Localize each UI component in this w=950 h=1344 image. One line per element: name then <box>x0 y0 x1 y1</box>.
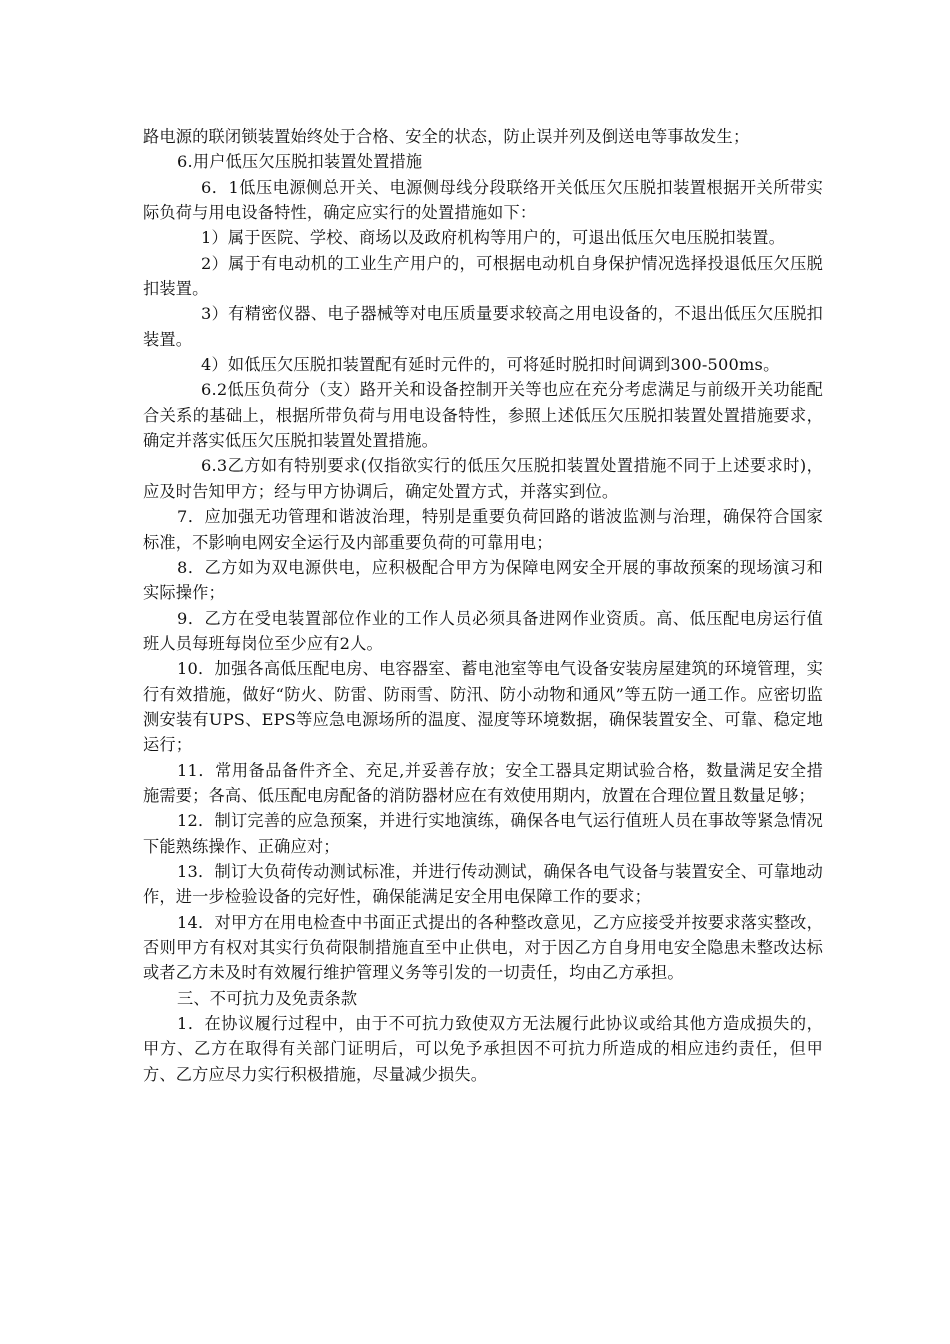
paragraph-2: 6.用户低压欠压脱扣装置处置措施 <box>177 152 423 172</box>
paragraph-19: 1．在协议履行过程中，由于不可抗力致使双方无法履行此协议或给其他方造成损失的，甲方、乙方在取得有关部门证明后，可以免予承担因不可抗力所造成的相应违约责任，但甲方、乙方应尽力实行积极措施，尽量减少损失。 <box>143 1014 823 1084</box>
paragraph-5: 2）属于有电动机的工业生产用户的，可根据电动机自身保护情况选择投退低压欠压脱扣装置。 <box>143 253 823 299</box>
paragraph-17: 14．对甲方在用电检查中书面正式提出的各种整改意见，乙方应接受并按要求落实整改，否则甲方有权对其实行负荷限制措施直至中止供电，对于因乙方自身用电安全隐患未整改达标或者乙方未及时有效履行维护管理义务等引发的一切责任，均由乙方承担。 <box>143 912 823 983</box>
paragraph-11: 8．乙方如为双电源供电，应积极配合甲方为保障电网安全开展的事故预案的现场演习和实际操作； <box>143 557 823 603</box>
paragraph-10: 7．应加强无功管理和谐波治理，特别是重要负荷回路的谐波监测与治理，确保符合国家标准，不影响电网安全运行及内部重要负荷的可靠用电； <box>143 507 823 552</box>
section-heading: 三、不可抗力及免责条款 <box>177 988 358 1008</box>
paragraph-13: 10．加强各高低压配电房、电容器室、蓄电池室等电气设备安装房屋建筑的环境管理，实行有效措施，做好“防火、防雷、防雨雪、防汛、防小动物和通风”等五防一通工作。应密切监测安装有UPS、EPS等应急电源场所的温度、湿度等环境数据，确保装置安全、可靠、稳定地运行； <box>143 659 823 755</box>
paragraph-8: 6.2低压负荷分（支）路开关和设备控制开关等也应在充分考虑满足与前级开关功能配合关系的基础上，根据所带负荷与用电设备特性，参照上述低压欠压脱扣装置处置措施要求，确定并落实低压欠压脱扣装置处置措施。 <box>143 380 823 451</box>
paragraph-6: 3）有精密仪器、电子器械等对电压质量要求较高之用电设备的，不退出低压欠压脱扣装置。 <box>143 304 823 349</box>
paragraph-4: 1）属于医院、学校、商场以及政府机构等用户的，可退出低压欠电压脱扣装置。 <box>201 228 786 248</box>
paragraph-16: 13．制订大负荷传动测试标准，并进行传动测试，确保各电气设备与装置安全、可靠地动作，进一步检验设备的完好性，确保能满足安全用电保障工作的要求； <box>143 861 823 907</box>
paragraph-3: 6．1低压电源侧总开关、电源侧母线分段联络开关低压欠压脱扣装置根据开关所带实际负荷与用电设备特性，确定应实行的处置措施如下： <box>143 177 823 223</box>
document-body <box>143 124 823 1087</box>
paragraph-15: 12．制订完善的应急预案，并进行实地演练，确保各电气运行值班人员在事故等紧急情况下能熟练操作、正确应对； <box>143 811 823 856</box>
paragraph-14: 11．常用备品备件齐全、充足,并妥善存放；安全工器具定期试验合格，数量满足安全措施需要；各高、低压配电房配备的消防器材应在有效使用期内，放置在合理位置且数量足够； <box>143 760 823 805</box>
paragraph-1: 路电源的联闭锁装置始终处于合格、安全的状态，防止误并列及倒送电等事故发生； <box>143 127 750 146</box>
paragraph-12: 9．乙方在受电装置部位作业的工作人员必须具备进网作业资质。高、低压配电房运行值班人员每班每岗位至少应有2人。 <box>143 608 823 653</box>
paragraph-7: 4）如低压欠压脱扣装置配有延时元件的，可将延时脱扣时间调到300-500ms。 <box>201 355 780 375</box>
paragraph-9: 6.3乙方如有特别要求(仅指欲实行的低压欠压脱扣装置处置措施不同于上述要求时)，应及时告知甲方；经与甲方协调后，确定处置方式，并落实到位。 <box>143 456 823 501</box>
